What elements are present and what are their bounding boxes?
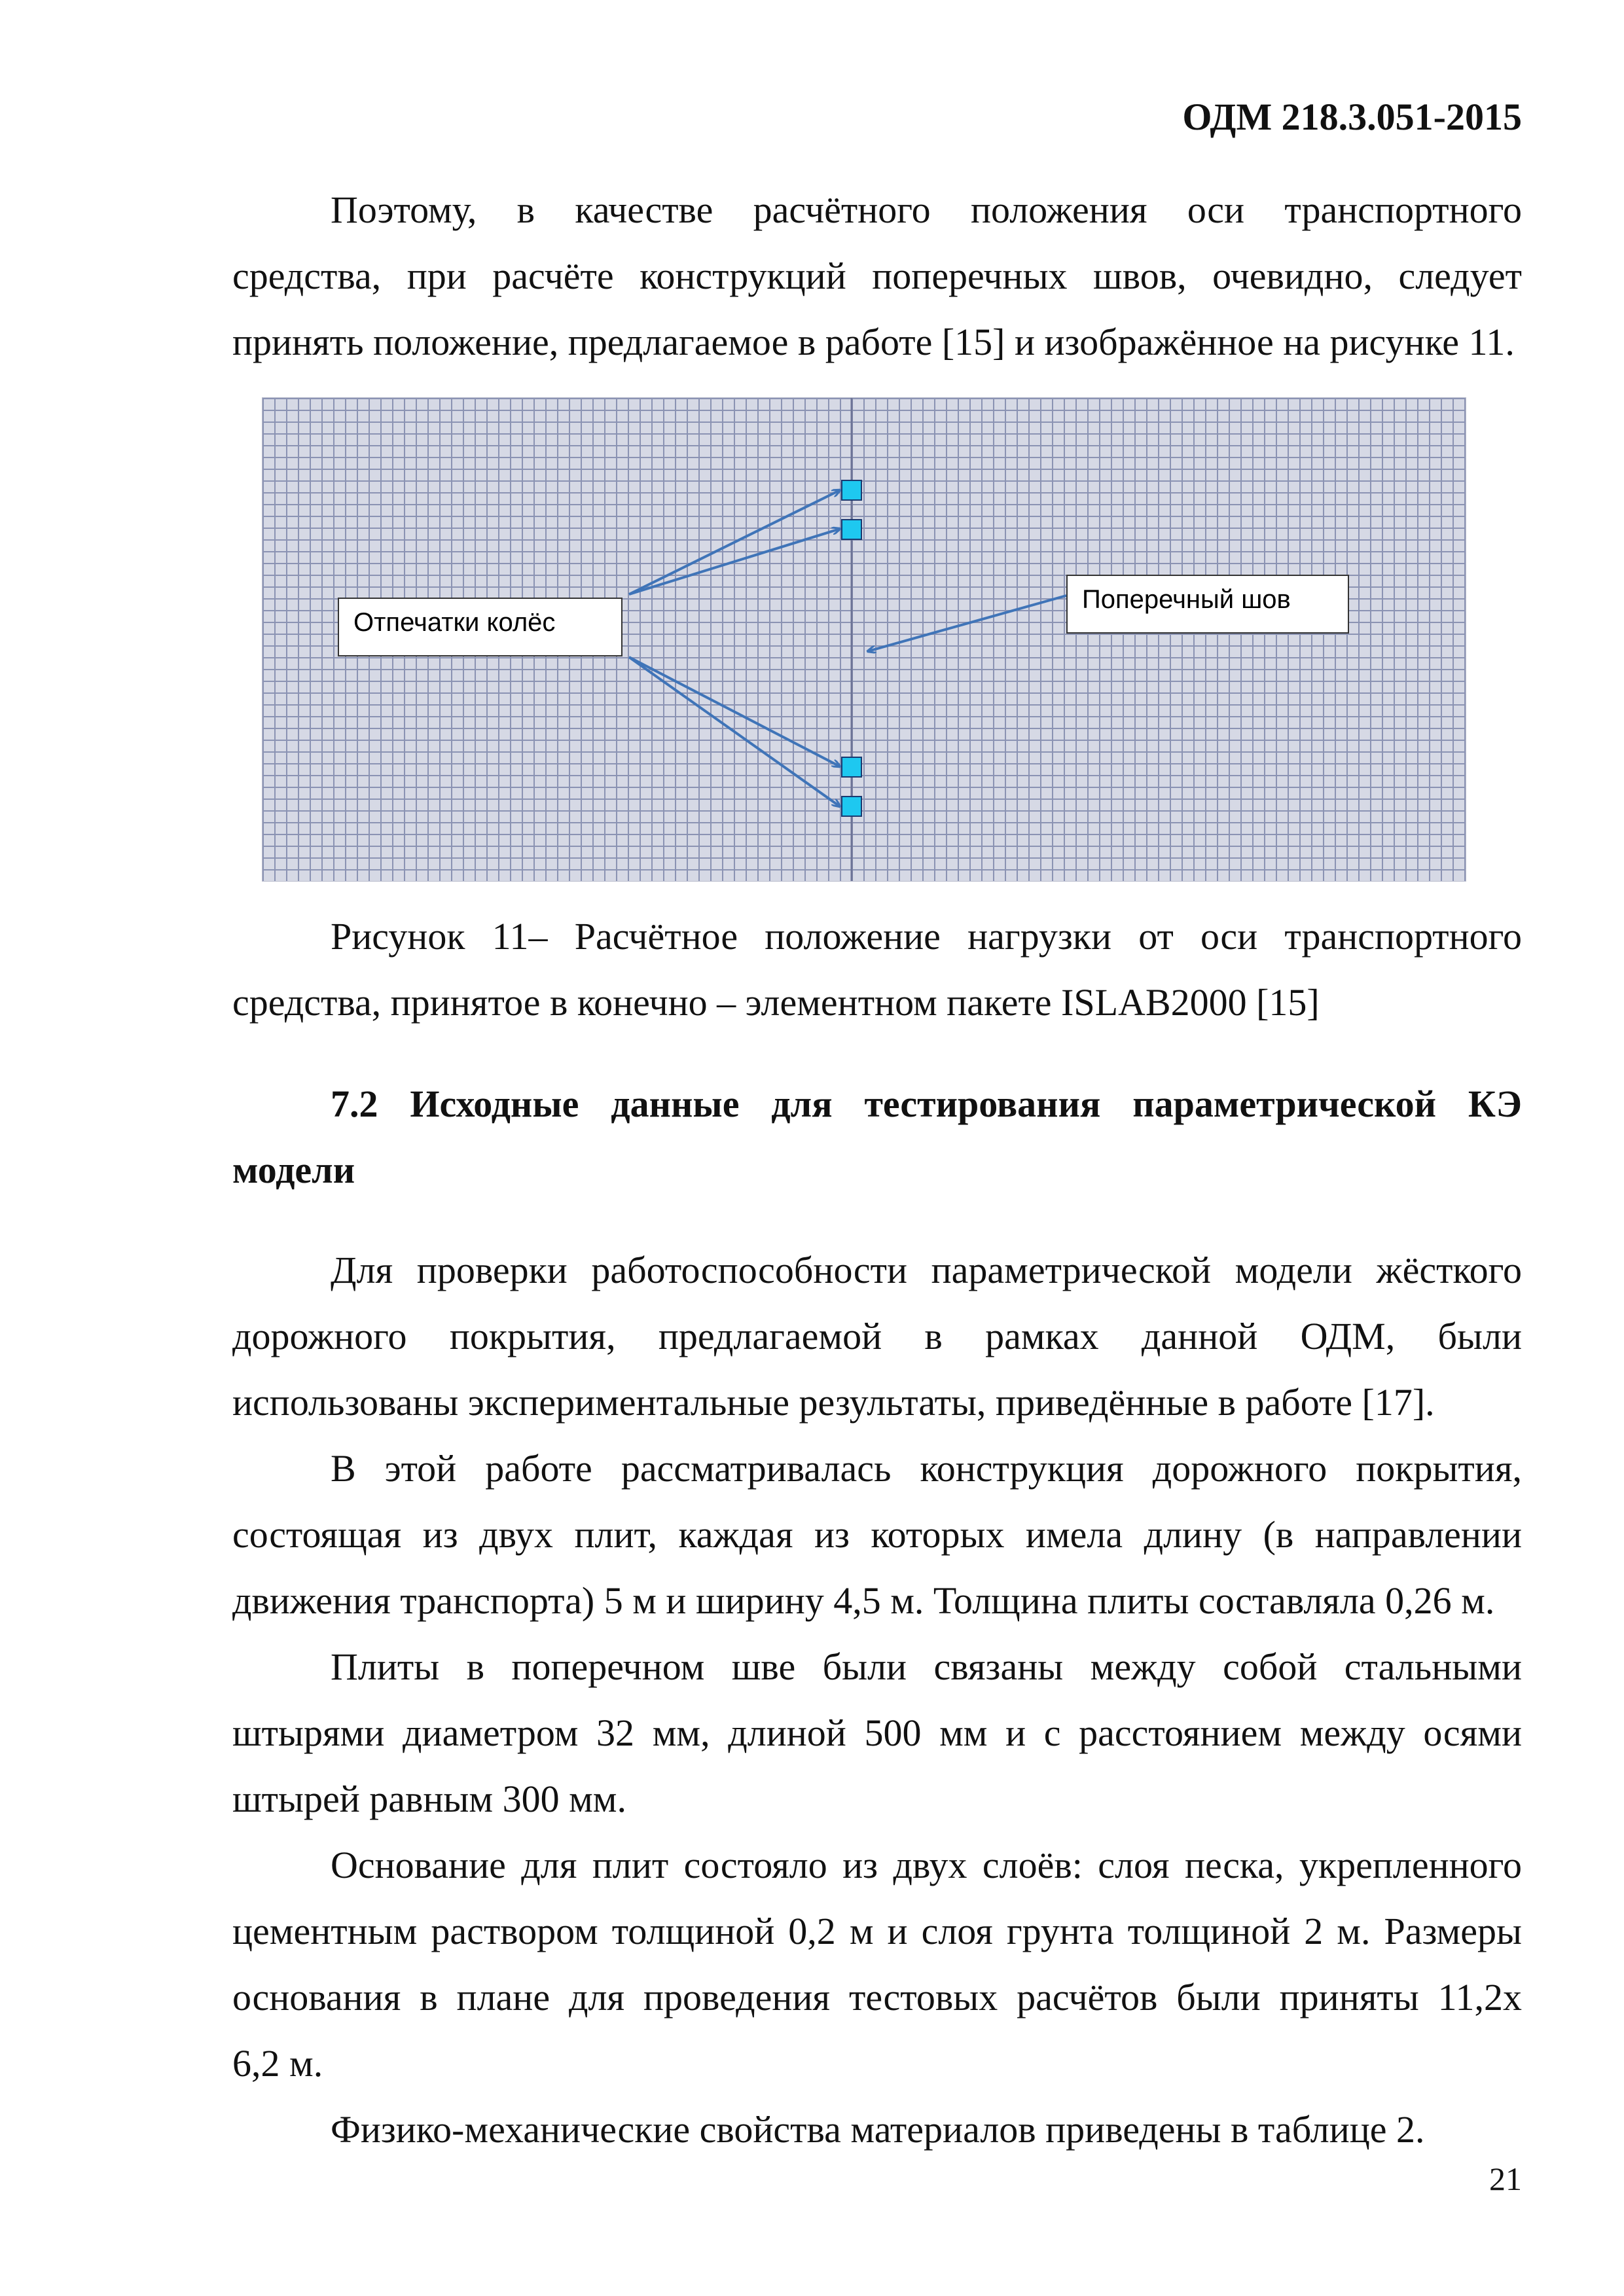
figure-caption-line-1: Рисунок 11– Расчётное положение нагрузки от оси транспортного [331,915,1522,958]
paragraph-4-line-3: штырей равным 300 мм. [232,1778,627,1820]
wheel-print-2 [841,519,862,540]
document-code: ОДМ 218.3.051-2015 [1182,96,1522,138]
arrow-wheel-2 [629,529,840,594]
paragraph-2-line-1: Для проверки работоспособности параметрической модели жёсткого [331,1249,1522,1291]
paragraph-5-line-3: основания в плане для проведения тестовых расчётов были приняты 11,2х [232,1976,1522,2018]
wheel-print-4 [841,796,862,817]
arrow-wheel-3 [629,657,840,766]
paragraph-4-line-2: штырями диаметром 32 мм, длиной 500 мм и с расстоянием между осями [232,1712,1522,1754]
paragraph-2-line-3: использованы экспериментальные результаты, приведённые в работе [17]. [232,1381,1435,1424]
section-heading-line-2: модели [232,1149,355,1191]
paragraph-1-line-2: средства, при расчёте конструкций поперечных швов, очевидно, следует [232,255,1522,297]
paragraph-5-line-1: Основание для плит состояло из двух слоёв: слоя песка, укрепленного [331,1844,1522,1886]
paragraph-1-line-1: Поэтому, в качестве расчётного положения оси транспортного [331,188,1522,231]
page-number: 21 [1489,2161,1522,2197]
arrow-joint [868,596,1066,651]
wheel-print-3 [841,757,862,778]
paragraph-2-line-2: дорожного покрытия, предлагаемой в рамках данной ОДМ, были [232,1315,1522,1357]
arrow-wheel-4 [629,657,840,806]
paragraph-5-line-2: цементным раствором толщиной 0,2 м и слоя грунта толщиной 2 м. Размеры [232,1910,1522,1952]
paragraph-1-line-3: принять положение, предлагаемое в работе [15] и изображённое на рисунке 11. [232,321,1515,363]
arrow-wheel-1 [629,490,840,594]
paragraph-3-line-2: состоящая из двух плит, каждая из которых имела длину (в направлении [232,1513,1522,1556]
wheel-prints-label: Отпечатки колёс [338,598,623,656]
paragraph-4-line-1: Плиты в поперечном шве были связаны между собой стальными [331,1645,1522,1688]
figure-caption-line-2: средства, принятое в конечно – элементном пакете ISLAB2000 [15] [232,981,1320,1024]
section-heading-line-1: 7.2 Исходные данные для тестирования параметрической КЭ [331,1083,1522,1125]
paragraph-3-line-3: движения транспорта) 5 м и ширину 4,5 м. Толщина плиты составляла 0,26 м. [232,1579,1495,1622]
paragraph-6-line-1: Физико-механические свойства материалов приведены в таблице 2. [331,2108,1425,2151]
wheel-print-1 [841,480,862,501]
paragraph-5-line-4: 6,2 м. [232,2042,323,2085]
paragraph-3-line-1: В этой работе рассматривалась конструкция дорожного покрытия, [331,1447,1522,1490]
transverse-joint-label: Поперечный шов [1066,575,1349,634]
figure-11-mesh [262,397,1466,882]
